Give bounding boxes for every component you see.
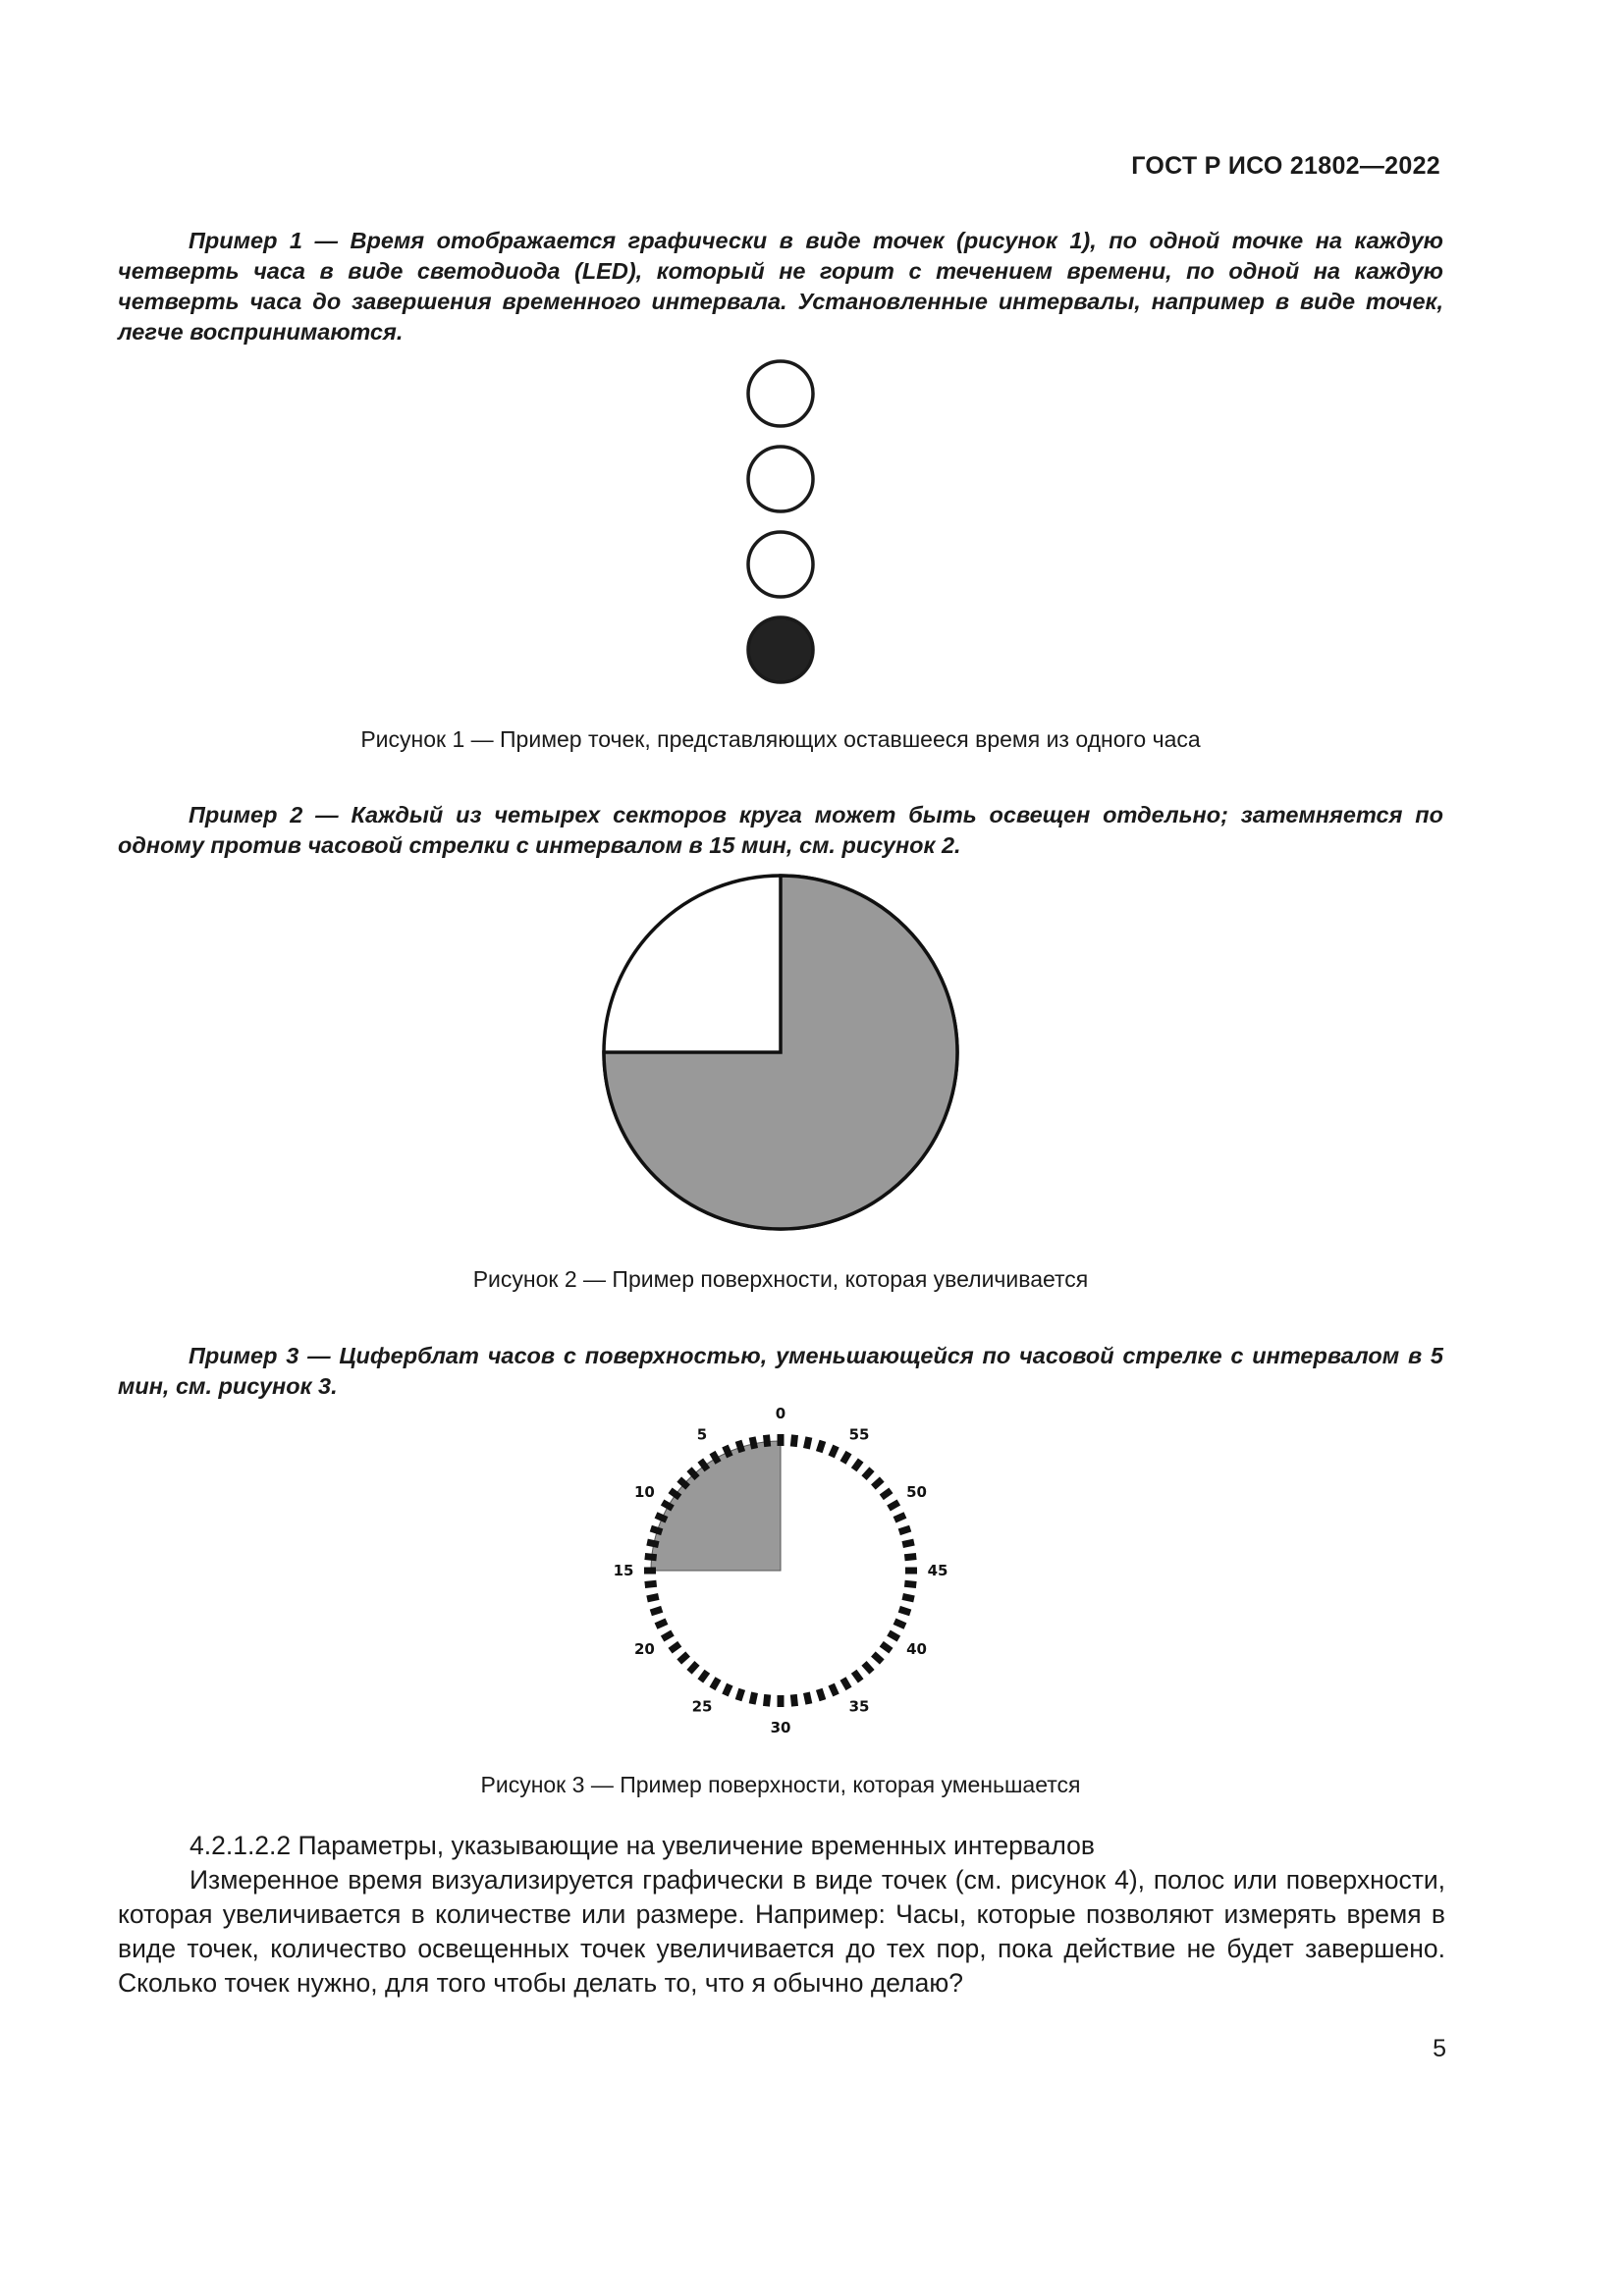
dial-tick (661, 1629, 675, 1641)
dial-tick (803, 1691, 812, 1704)
dial-tick (861, 1467, 874, 1480)
dial-tick (828, 1683, 839, 1697)
dial-tick (901, 1539, 914, 1548)
dial-tick (790, 1434, 798, 1447)
dial-tick (887, 1629, 900, 1641)
dot-unlit (748, 361, 813, 426)
dial-tick (901, 1593, 914, 1602)
dial-label: 35 (848, 1697, 870, 1716)
dial-tick (655, 1618, 669, 1629)
dial-tick (749, 1691, 758, 1704)
dial-tick (650, 1606, 664, 1616)
dial-tick (790, 1694, 798, 1707)
dial-label: 50 (906, 1483, 927, 1501)
dial-tick (893, 1512, 907, 1522)
dial-tick (880, 1487, 893, 1500)
section-heading: 4.2.1.2.2 Параметры, указывающие на увеличение временных интервалов (189, 1831, 1095, 1860)
example-1-text: Пример 1 — Время отображается графически в виде точек (рисунок 1), по одной точке на каждую четверть часа в виде светодиода (LED), который не горит с течением времени, по одной на каждую четверть часа до завершения временного интервала. Установленные интервалы, например в виде точек, легче воспринимаются. (118, 228, 1443, 345)
dial-tick (668, 1641, 681, 1654)
dial-tick (887, 1499, 900, 1511)
dial-tick (828, 1445, 839, 1459)
dial-tick (686, 1661, 699, 1675)
dial-tick (763, 1694, 771, 1707)
section-4-2-1-2-2 (118, 1829, 1445, 2001)
dial-tick (898, 1525, 912, 1535)
figure-2-sector-circle (594, 870, 967, 1243)
dot-unlit (748, 447, 813, 511)
dial-label: 25 (691, 1697, 713, 1716)
dial-tick (816, 1440, 826, 1454)
dot-lit (748, 617, 813, 682)
dial-tick (898, 1606, 912, 1616)
figure-3-caption: Рисунок 3 — Пример поверхности, которая уменьшается (480, 1772, 1081, 1797)
dial-tick (851, 1458, 864, 1471)
dial-tick (709, 1677, 721, 1690)
dial-tick (904, 1553, 917, 1561)
figure-1-dots (0, 0, 1624, 707)
dial-tick (644, 1553, 657, 1561)
figure-3-clock-dial (584, 1404, 977, 1737)
dial-tick (851, 1670, 864, 1683)
dial-tick (839, 1677, 851, 1690)
dial-tick (644, 1580, 657, 1588)
dial-tick (803, 1436, 812, 1449)
dial-tick (905, 1568, 917, 1575)
standard-designation: ГОСТ Р ИСО 21802—2022 (1131, 152, 1440, 180)
dial-tick (893, 1618, 907, 1629)
dial-label: 40 (906, 1640, 927, 1658)
dial-label: 10 (634, 1483, 655, 1501)
page-number: 5 (1433, 2035, 1446, 2062)
dial-label: 55 (848, 1425, 870, 1444)
dot-unlit (748, 532, 813, 597)
dial-tick (880, 1641, 893, 1654)
dial-tick (904, 1580, 917, 1588)
dial-tick (816, 1688, 826, 1702)
dial-tick (644, 1568, 656, 1575)
dial-tick (763, 1434, 771, 1447)
dial-tick (871, 1651, 885, 1664)
figure-1-caption: Рисунок 1 — Пример точек, представляющих оставшееся время из одного часа (360, 726, 1201, 752)
dial-tick (871, 1476, 885, 1489)
dial-tick (778, 1434, 785, 1446)
figure-2-caption: Рисунок 2 — Пример поверхности, которая увеличивается (472, 1266, 1089, 1292)
dial-tick (646, 1593, 659, 1602)
dial-tick (722, 1683, 732, 1697)
dial-label: 5 (696, 1425, 708, 1444)
dial-tick (839, 1451, 851, 1465)
dial-label: 0 (775, 1405, 786, 1422)
dial-tick (735, 1688, 745, 1702)
dial-label: 30 (770, 1719, 791, 1736)
dial-label: 45 (927, 1562, 948, 1579)
dial-tick (677, 1651, 690, 1664)
section-paragraph: Измеренное время визуализируется графически в виде точек (см. рисунок 4), полос или поверхности, которая увеличивается в количестве или размере. Например: Часы, которые позволяют измерять время в виде точек, количество освещенных точек увеличивается до тех пор, пока действие не будет завершено. Сколько точек нужно, для того чтобы делать то, что я обычно делаю? (118, 1865, 1445, 1998)
dial-tick (778, 1695, 785, 1707)
dial-tick (697, 1670, 710, 1683)
dial-tick (861, 1661, 874, 1675)
example-3-text: Пример 3 — Циферблат часов с поверхностью, уменьшающейся по часовой стрелке с интервалом в 5 мин, см. рисунок 3. (118, 1343, 1443, 1399)
example-2-text: Пример 2 — Каждый из четырех секторов круга может быть освещен отдельно; затемняется по одному против часовой стрелки с интервалом в 15 мин, см. рисунок 2. (118, 802, 1443, 858)
dial-label: 20 (634, 1640, 655, 1658)
dial-label: 15 (613, 1562, 634, 1579)
